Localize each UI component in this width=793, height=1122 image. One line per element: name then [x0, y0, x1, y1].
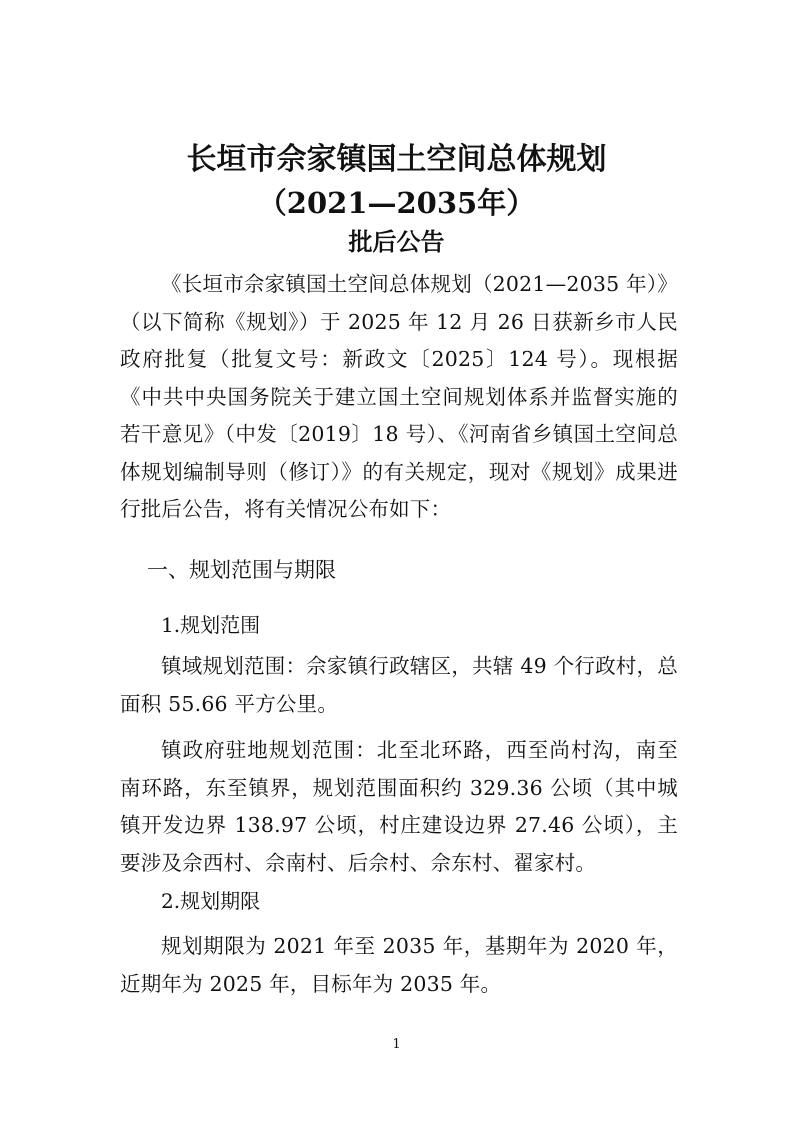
- period-paragraph: 规划期限为 2021 年至 2035 年，基期年为 2020 年，近期年为 2025 年，目标年为 2035 年。: [120, 934, 678, 996]
- scope-town-paragraph: 镇域规划范围：佘家镇行政辖区，共辖 49 个行政村，总面积 55.66 平方公里。: [120, 654, 678, 716]
- subsection-heading-period: 2.规划期限: [161, 889, 261, 913]
- subsection-heading-scope: 1.规划范围: [161, 613, 261, 637]
- document-subtitle: 批后公告: [348, 227, 445, 256]
- document-title: 长垣市佘家镇国土空间总体规划: [186, 142, 607, 177]
- page-number: 1: [392, 1037, 401, 1052]
- scope-seat-paragraph: 镇政府驻地规划范围：北至北环路，西至尚村沟，南至南环路，东至镇界，规划范围面积约 329.36 公顷（其中城镇开发边界 138.97 公顷，村庄建设边界 27.46 公顷），主要涉及佘西村、佘南村、后佘村、佘东村、翟家村。: [120, 738, 678, 875]
- section-heading-scope-period: 一、规划范围与期限: [147, 558, 336, 582]
- document-title-period: （2021—2035年）: [257, 186, 536, 220]
- intro-paragraph: 《长垣市佘家镇国土空间总体规划（2021—2035 年）》（以下简称《规划》）于 2025 年 12 月 26 日获新乡市人民政府批复（批复文号：新政文〔2025〕124 号）。现根据《中共中央国务院关于建立国土空间规划体系并监督实施的若干意见》（中发〔2019〕18 号）、《河南省乡镇国土空间总体规划编制导则（修订）》的有关规定，现对《规划》成果进行批后公告，将有关情况公布如下：: [120, 272, 678, 521]
